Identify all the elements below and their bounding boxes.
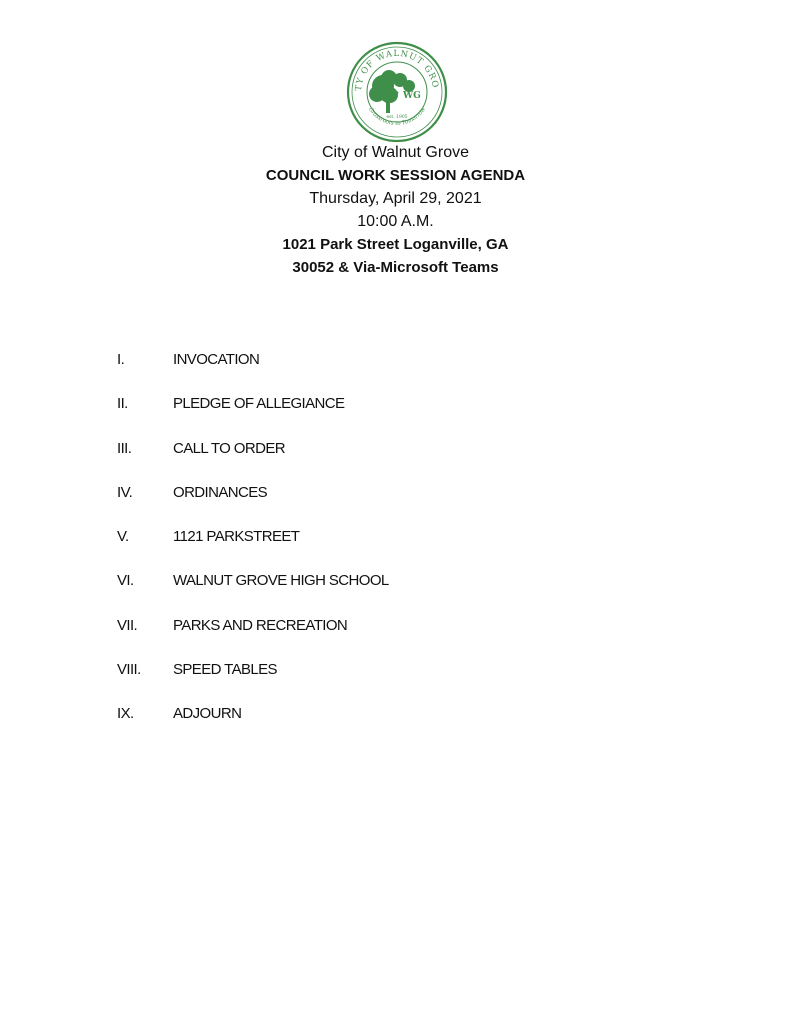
- agenda-item: [0, 615, 791, 659]
- seal-monogram: WG: [403, 91, 421, 101]
- agenda-item-title: INVOCATION: [173, 351, 260, 368]
- meeting-time: 10:00 A.M.: [357, 213, 434, 230]
- agenda-list: [0, 349, 791, 748]
- agenda-item-number: IV.: [117, 483, 133, 501]
- agenda-item-number: IX.: [117, 705, 134, 723]
- agenda-item-title: 1121 PARKSTREET: [173, 528, 300, 546]
- agenda-item-number: III.: [117, 439, 132, 457]
- agenda-item-title: WALNUT GROVE HIGH SCHOOL: [173, 572, 389, 590]
- seal-ring-text: TY OF WALNUT GRO: [353, 48, 440, 92]
- agenda-item: [0, 659, 791, 703]
- agenda-item-title: CALL TO ORDER: [173, 439, 285, 457]
- agenda-item: [0, 349, 791, 393]
- agenda-item-title: ADJOURN: [173, 705, 242, 723]
- agenda-item: [0, 482, 791, 526]
- agenda-item: [0, 703, 791, 747]
- seal-motto-text: Grassroots to Tomorrow: [366, 106, 428, 127]
- agenda-item-title: SPEED TABLES: [173, 661, 277, 679]
- agenda-item-number: V.: [117, 528, 129, 546]
- meeting-date: Thursday, April 29, 2021: [309, 190, 482, 207]
- seal-emblem-icon: [345, 40, 449, 144]
- agenda-title: COUNCIL WORK SESSION AGENDA: [265, 167, 526, 184]
- agenda-item: [0, 438, 791, 482]
- agenda-item-number: VIII.: [117, 661, 141, 679]
- agenda-item: [0, 526, 791, 570]
- agenda-item-number: II.: [117, 395, 128, 413]
- agenda-item-title: PARKS AND RECREATION: [173, 616, 348, 634]
- meeting-address-line1: 1021 Park Street Loganville, GA: [282, 236, 509, 253]
- agenda-item: [0, 570, 791, 614]
- agenda-header: [0, 141, 791, 279]
- agenda-item-number: VI.: [117, 572, 134, 590]
- agenda-item: [0, 393, 791, 437]
- city-name: City of Walnut Grove: [321, 144, 469, 161]
- agenda-item-number: VII.: [117, 616, 138, 634]
- agenda-item-title: PLEDGE OF ALLEGIANCE: [173, 395, 345, 413]
- agenda-item-number: I.: [117, 351, 125, 368]
- seal-established: est. 1905: [386, 115, 408, 120]
- city-seal-logo: [345, 40, 449, 144]
- agenda-item-title: ORDINANCES: [173, 483, 268, 501]
- meeting-address-line2: 30052 & Via-Microsoft Teams: [292, 259, 499, 276]
